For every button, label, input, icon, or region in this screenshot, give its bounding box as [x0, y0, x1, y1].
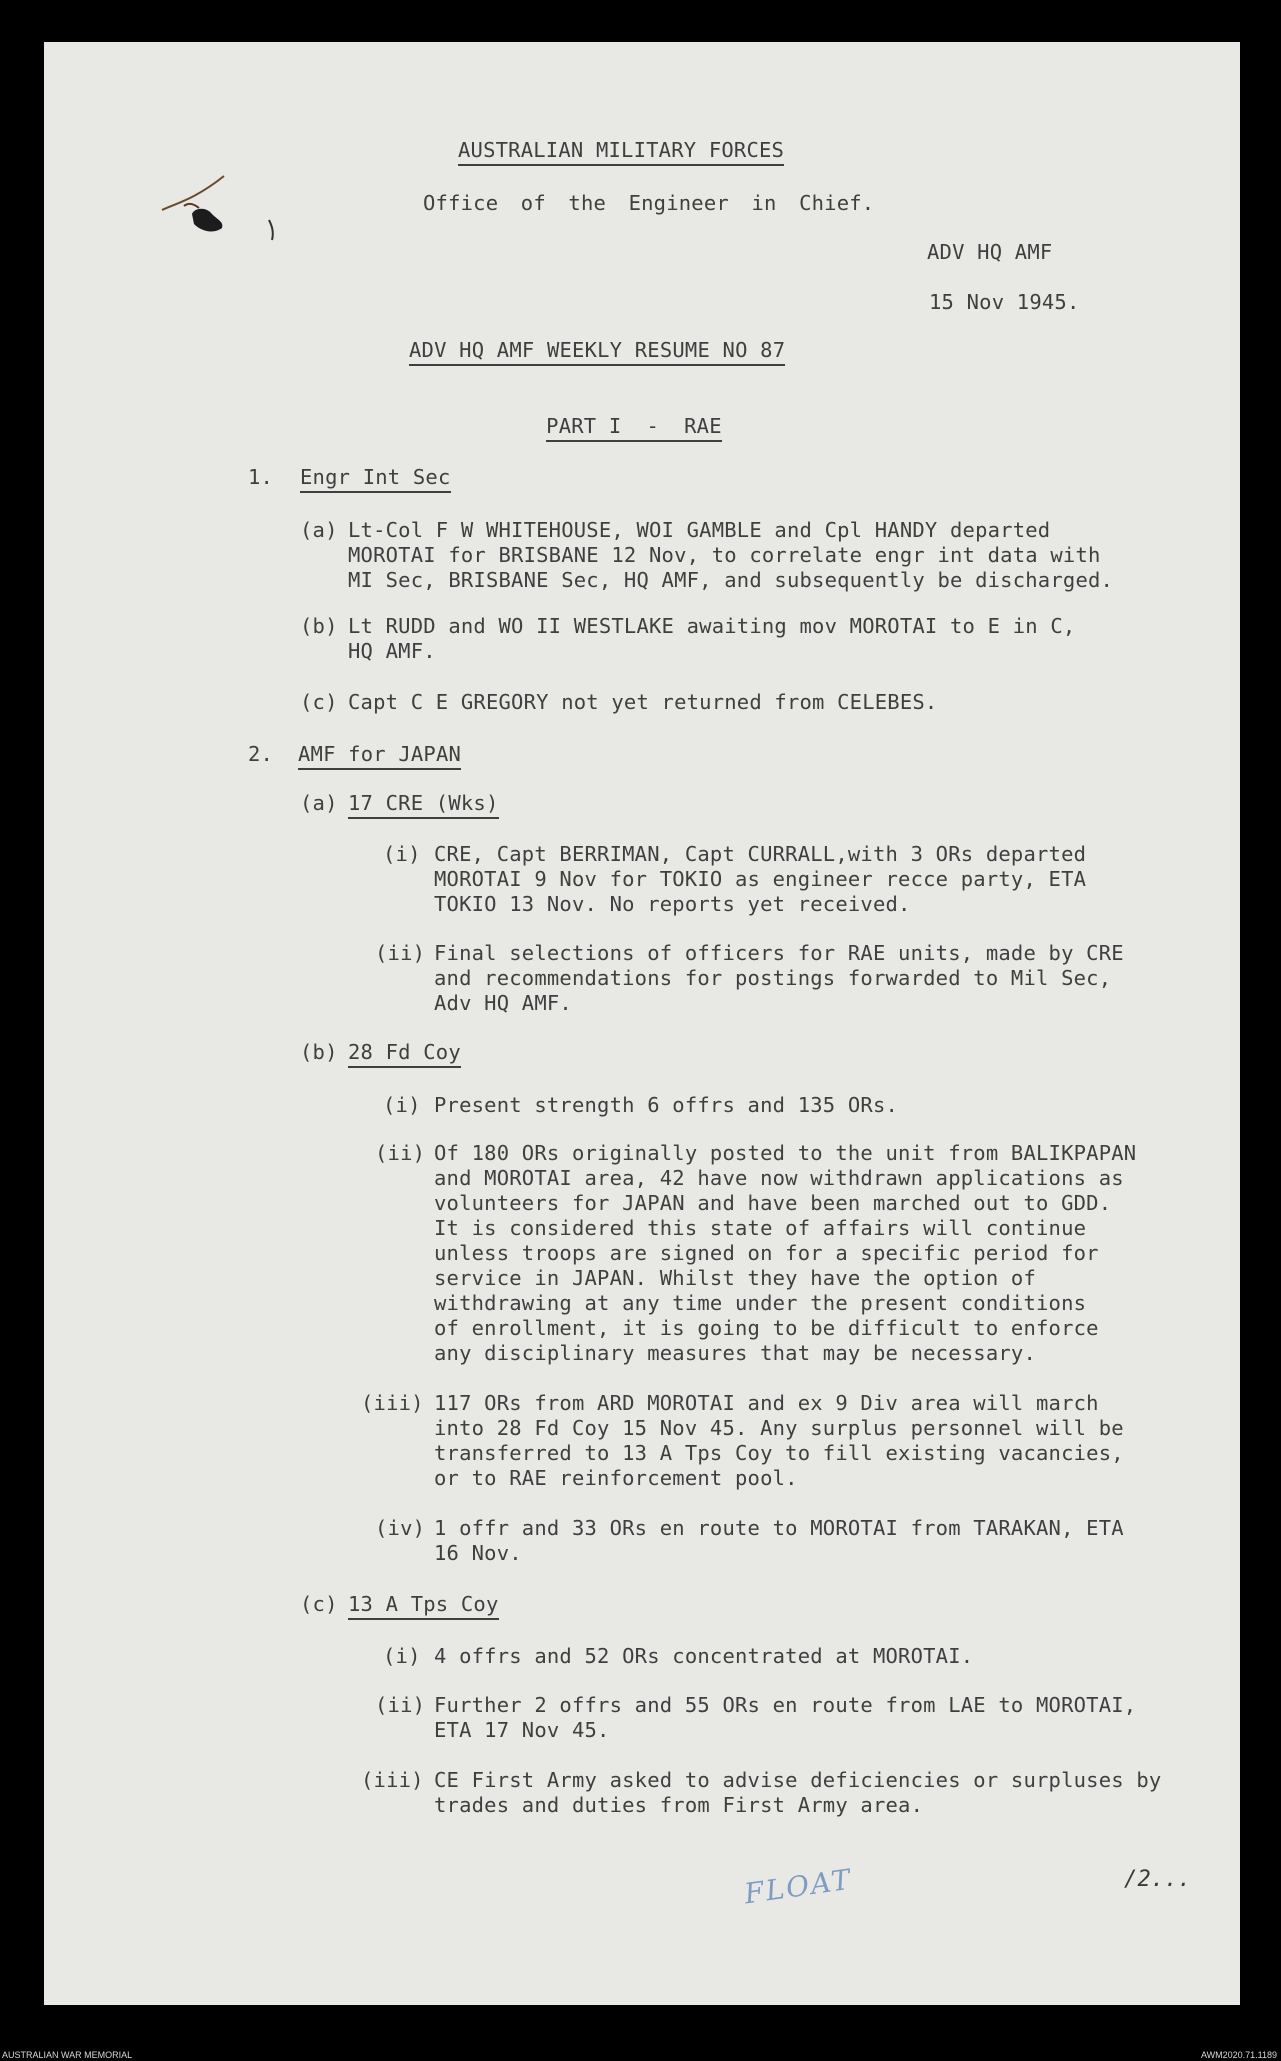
item-2c-ii-line: ETA 17 Nov 45. [434, 1718, 610, 1742]
archive-name: AUSTRALIAN WAR MEMORIAL [2, 2050, 133, 2060]
item-2b-label: (b) [300, 1040, 338, 1064]
page-continuation: /2... [1124, 1867, 1192, 1892]
item-2a-i-label: (i) [383, 842, 421, 866]
item-1b-line: Lt RUDD and WO II WESTLAKE awaiting mov MOROTAI to E in C, [348, 614, 1076, 638]
archive-footer [0, 2049, 1281, 2061]
item-2b-ii-line: service in JAPAN. Whilst they have the option of [434, 1266, 1037, 1290]
item-2a-heading: 17 CRE (Wks) [348, 791, 499, 816]
item-2b-ii-line: withdrawing at any time under the present conditions [434, 1291, 1087, 1315]
item-2b-ii-line: It is considered this state of affairs will continue [434, 1216, 1087, 1240]
item-2c-i-label: (i) [383, 1644, 421, 1668]
archive-reference: AWM2020.71.1189 [1200, 2050, 1277, 2060]
item-2c-iii-label: (iii) [361, 1768, 424, 1792]
item-2a-i-line: MOROTAI 9 Nov for TOKIO as engineer recce party, ETA [434, 867, 1087, 891]
resume-title: ADV HQ AMF WEEKLY RESUME NO 87 [409, 338, 785, 363]
section-1-heading: Engr Int Sec [300, 465, 451, 490]
item-2c-iii-line: trades and duties from First Army area. [434, 1793, 924, 1817]
location-text: ADV HQ AMF [927, 240, 1053, 264]
document-page [44, 42, 1240, 2005]
item-2c-ii-label: (ii) [375, 1693, 426, 1717]
item-1b-label: (b) [300, 614, 338, 638]
item-2b-iii-label: (iii) [361, 1391, 424, 1415]
item-1a-line: MI Sec, BRISBANE Sec, HQ AMF, and subsequently be discharged. [348, 568, 1114, 592]
item-2a-ii-label: (ii) [375, 941, 426, 965]
item-2c-i-line: 4 offrs and 52 ORs concentrated at MOROTAI. [434, 1644, 974, 1668]
item-2b-iv-line: 16 Nov. [434, 1541, 522, 1565]
ink-blot-mark [144, 162, 294, 272]
item-2b-i-line: Present strength 6 offrs and 135 ORs. [434, 1093, 899, 1117]
item-2b-iii-line: into 28 Fd Coy 15 Nov 45. Any surplus personnel will be [434, 1416, 1124, 1440]
item-2b-ii-line: volunteers for JAPAN and have been marched out to GDD. [434, 1191, 1112, 1215]
item-2b-ii-line: unless troops are signed on for a specific period for [434, 1241, 1099, 1265]
item-1a-line: Lt-Col F W WHITEHOUSE, WOI GAMBLE and Cpl HANDY departed [348, 518, 1051, 542]
office-heading: Office of the Engineer in Chief. [423, 191, 875, 215]
item-2b-i-label: (i) [383, 1093, 421, 1117]
part-title: PART I - RAE [496, 389, 722, 464]
item-1a-label: (a) [300, 518, 338, 542]
item-2b-iii-line: or to RAE reinforcement pool. [434, 1466, 798, 1490]
item-2b-ii-label: (ii) [375, 1141, 426, 1165]
item-2b-ii-line: any disciplinary measures that may be necessary. [434, 1341, 1037, 1365]
item-2a-ii-line: Adv HQ AMF. [434, 991, 572, 1015]
item-2a-ii-line: Final selections of officers for RAE units, made by CRE [434, 941, 1124, 965]
item-2a-i-line: TOKIO 13 Nov. No reports yet received. [434, 892, 911, 916]
item-2b-iii-line: transferred to 13 A Tps Coy to fill existing vacancies, [434, 1441, 1124, 1465]
item-1c-line: Capt C E GREGORY not yet returned from CELEBES. [348, 690, 938, 714]
item-2c-ii-line: Further 2 offrs and 55 ORs en route from LAE to MOROTAI, [434, 1693, 1137, 1717]
item-2b-ii-line: and MOROTAI area, 42 have now withdrawn applications as [434, 1166, 1124, 1190]
item-2b-ii-line: Of 180 ORs originally posted to the unit from BALIKPAPAN [434, 1141, 1137, 1165]
item-1b-line: HQ AMF. [348, 639, 436, 663]
item-2b-iv-line: 1 offr and 33 ORs en route to MOROTAI from TARAKAN, ETA [434, 1516, 1124, 1540]
section-1-number: 1. [248, 465, 274, 489]
date-text: 15 Nov 1945. [929, 290, 1080, 314]
item-2a-i-line: CRE, Capt BERRIMAN, Capt CURRALL,with 3 ORs departed [434, 842, 1087, 866]
section-2-heading: AMF for JAPAN [298, 742, 461, 767]
item-1a-line: MOROTAI for BRISBANE 12 Nov, to correlate engr int data with [348, 543, 1101, 567]
handwritten-note: FLOAT [742, 1862, 855, 1911]
item-1c-label: (c) [300, 690, 338, 714]
item-2b-ii-line: of enrollment, it is going to be difficult to enforce [434, 1316, 1099, 1340]
item-2a-label: (a) [300, 791, 338, 815]
item-2b-iv-label: (iv) [375, 1516, 426, 1540]
section-2-number: 2. [248, 742, 274, 766]
item-2c-label: (c) [300, 1592, 338, 1616]
org-heading: AUSTRALIAN MILITARY FORCES [458, 138, 784, 163]
item-2c-heading: 13 A Tps Coy [348, 1592, 499, 1617]
item-2b-iii-line: 117 ORs from ARD MOROTAI and ex 9 Div area will march [434, 1391, 1099, 1415]
item-2a-ii-line: and recommendations for postings forwarded to Mil Sec, [434, 966, 1112, 990]
item-2c-iii-line: CE First Army asked to advise deficiencies or surpluses by [434, 1768, 1162, 1792]
item-2b-heading: 28 Fd Coy [348, 1040, 461, 1065]
